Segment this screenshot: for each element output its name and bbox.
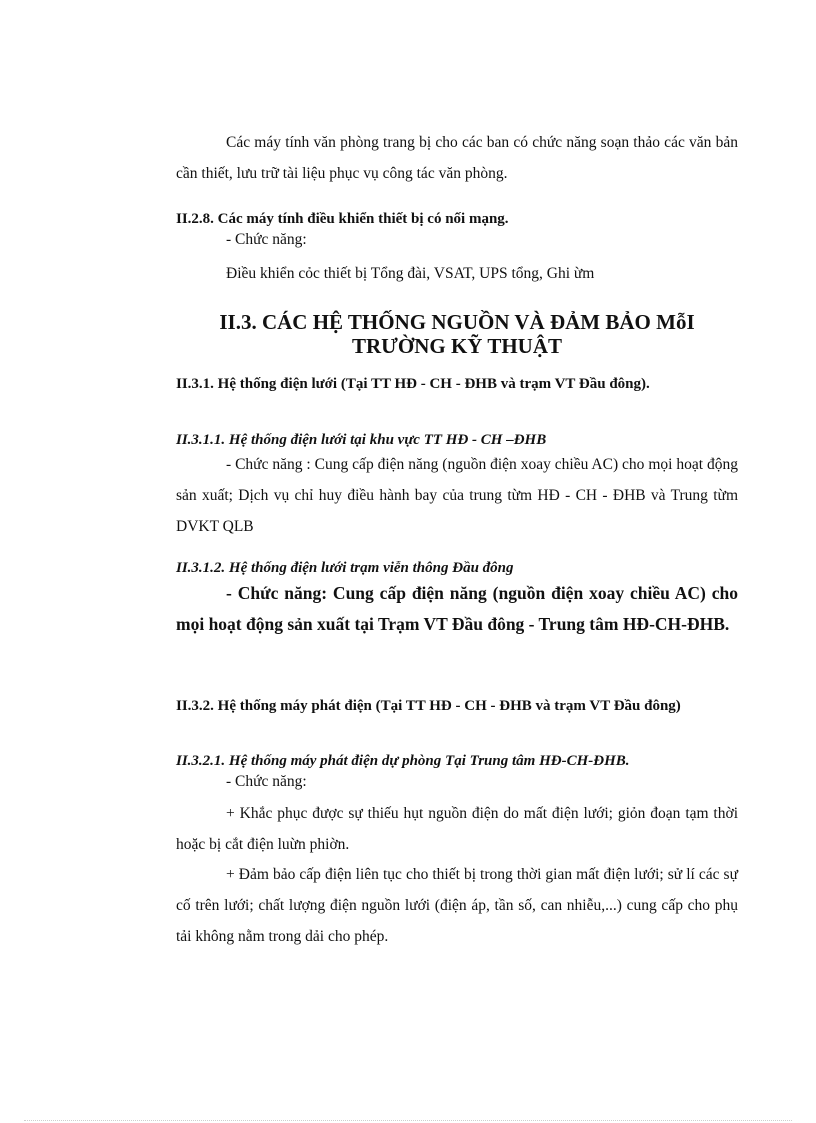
heading-ii-2-8: II.2.8. Các máy tính điều khiển thiết bị có nối mạng. <box>176 211 509 227</box>
paragraph-office-computers: Các máy tính văn phòng trang bị cho các ban có chức năng soạn thảo các văn bản cần thiết, lưu trữ tài liệu phục vụ công tác văn phòng. <box>176 134 738 182</box>
ii-2-8-function-label: - Chức năng: <box>226 231 307 248</box>
ii-3-2-1-bullet-2: + Đảm bảo cấp điện liên tục cho thiết bị trong thời gian mất điện lưới; sử lí các sự cố trên lưới; chất lượng điện nguồn lưới (điện áp, tần số, can nhiễu,...) cung cấp cho phụ tải không nằm trong dải cho phép. <box>176 866 738 945</box>
heading-ii-3-2-1: II.3.2.1. Hệ thống máy phát điện dự phòng Tại Trung tâm HĐ-CH-ĐHB. <box>176 753 630 769</box>
ii-3-1-1-function-text: - Chức năng : Cung cấp điện năng (nguồn điện xoay chiều AC) cho mọi hoạt động sản xuất; Dịch vụ chỉ huy điều hành bay của trung từm HĐ - CH - ĐHB và Trung từm DVKT QLB <box>176 456 738 535</box>
heading-ii-3-1-2: II.3.1.2. Hệ thống điện lưới trạm viễn thông Đầu đông <box>176 560 514 576</box>
heading-ii-3-1-1: II.3.1.1. Hệ thống điện lưới tại khu vực TT HĐ - CH –ĐHB <box>176 432 547 448</box>
section-title-line-1: II.3. CÁC HỆ THỐNG NGUỒN VÀ ĐẢM BẢO MỗI <box>219 310 695 334</box>
page-bottom-divider <box>24 1120 792 1121</box>
ii-2-8-function-text: Điều khiển cỏc thiết bị Tổng đài, VSAT, UPS tổng, Ghi ừm <box>226 265 595 282</box>
ii-3-2-1-function-label: - Chức năng: <box>226 773 307 790</box>
ii-3-1-2-function-text: - Chức năng: Cung cấp điện năng (nguồn điện xoay chiều AC) cho mọi hoạt động sản xuất tại Trạm VT Đầu đông - Trung tâm HĐ-CH-ĐHB. <box>176 583 738 634</box>
heading-ii-3-2: II.3.2. Hệ thống máy phát điện (Tại TT HĐ - CH - ĐHB và trạm VT Đầu đông) <box>176 698 681 714</box>
ii-3-2-1-bullet-1: + Khắc phục được sự thiếu hụt nguồn điện do mất điện lưới; giỏn đoạn tạm thời hoặc bị cắt điện luừn phiờn. <box>176 805 738 853</box>
section-title-line-2: TRƯỜNG KỸ THUẬT <box>351 334 563 358</box>
heading-ii-3-1: II.3.1. Hệ thống điện lưới (Tại TT HĐ - CH - ĐHB và trạm VT Đầu đông). <box>176 376 650 392</box>
